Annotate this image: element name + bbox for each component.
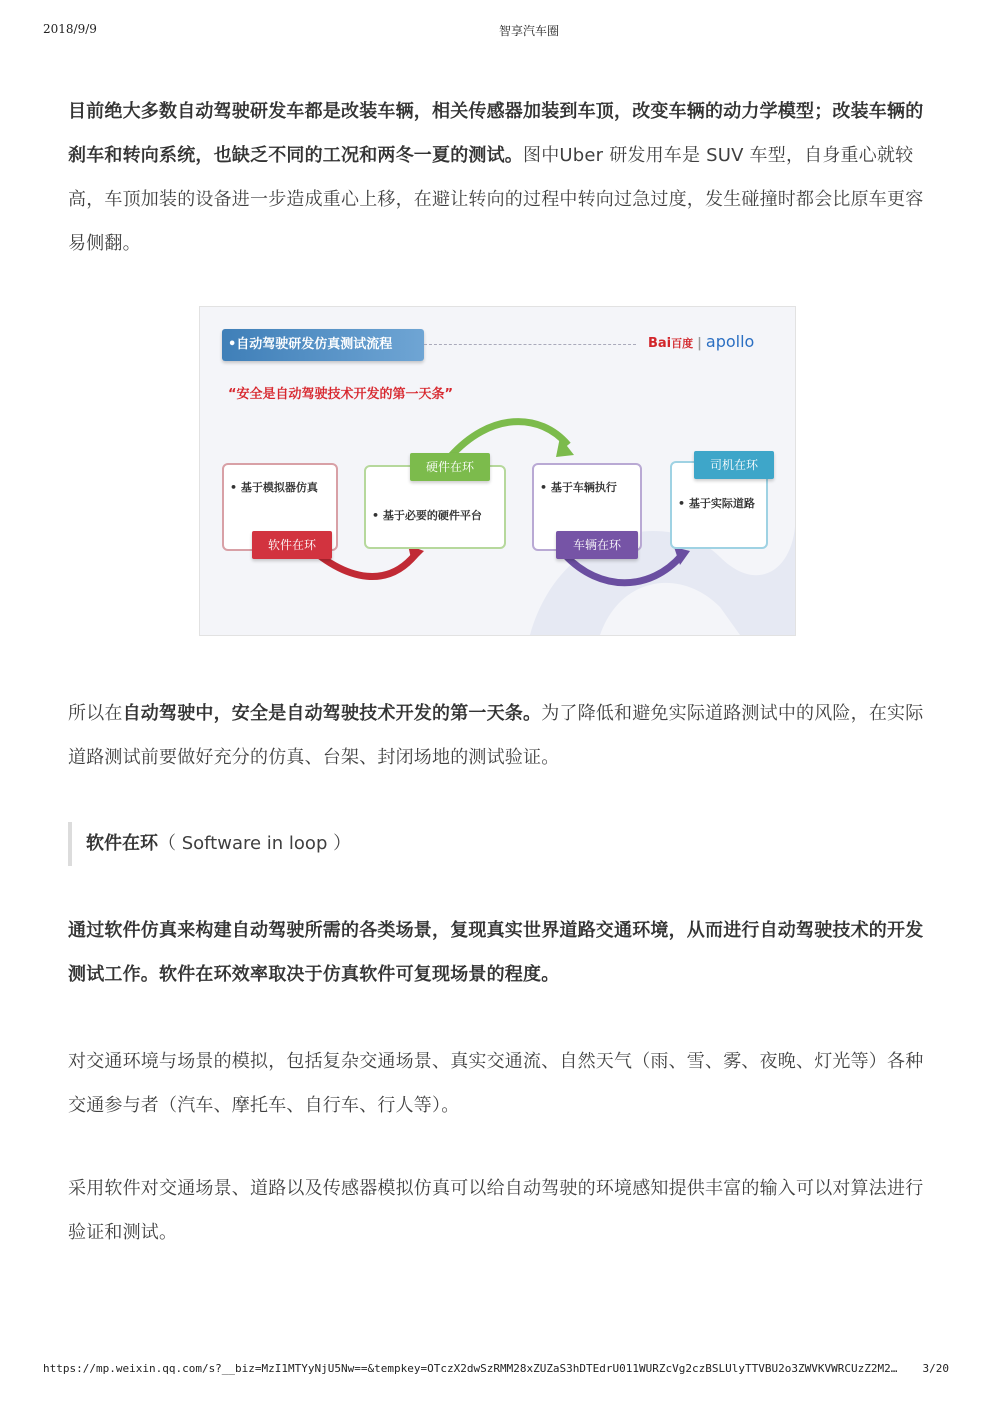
paragraph-1-bold: 目前绝大多数自动驾驶研发车都是改装车辆，相关传感器加装到车顶，改变车辆的动力学模型；改装车辆的刹车和转向系统，也缺乏不同的工况和两冬一夏的测试。 — [68, 101, 924, 166]
figure-subtitle: “安全是自动驾驶技术开发的第一天条” — [228, 387, 454, 402]
page-number: 3/20 — [922, 1362, 949, 1375]
arrow-green — [450, 422, 568, 457]
page-footer — [43, 1362, 953, 1380]
paragraph-2: 所以在自动驾驶中，安全是自动驾驶技术开发的第一天条。为了降低和避免实际道路测试中的风险，在实际道路测试前要做好充分的仿真、台架、封闭场地的测试验证。 — [68, 703, 924, 768]
paragraph-3: 通过软件仿真来构建自动驾驶所需的各类场景，复现真实世界道路交通环境，从而进行自动驾驶技术的开发测试工作。软件在环效率取决于仿真软件可复现场景的程度。 — [68, 920, 924, 985]
section-heading-software-in-loop: 软件在环（ Software in loop ） — [68, 822, 351, 866]
stage-tag-hardware: 硬件在环 — [410, 453, 490, 481]
stage-tag-vehicle: 车辆在环 — [556, 531, 638, 559]
simulation-flow-figure — [199, 306, 796, 636]
stage-tag-driver: 司机在环 — [694, 451, 774, 479]
paragraph-5: 采用软件对交通场景、道路以及传感器模拟仿真可以给自动驾驶的环境感知提供丰富的输入可以对算法进行验证和测试。 — [68, 1178, 924, 1243]
paragraph-4: 对交通环境与场景的模拟，包括复杂交通场景、真实交通流、自然天气（雨、雪、雾、夜晚、灯光等）各种交通参与者（汽车、摩托车、自行车、行人等）。 — [68, 1051, 924, 1116]
paragraph-1 — [68, 90, 926, 266]
stage-item-software: • 基于模拟器仿真 — [230, 481, 318, 494]
stage-item-driver: • 基于实际道路 — [678, 497, 755, 510]
footer-url[interactable]: https://mp.weixin.qq.com/s?__biz=MzI1MTYyNjU5Nw==&tempkey=OTczX2dwSzRMM28xZUZaS3hDTEdrU011WURZcVg2czBSLUlyTTVBU2o3ZWVKVWRCUzZ2M2… — [43, 1362, 898, 1375]
header-title: 智享汽车圈 — [498, 24, 559, 38]
stage-item-hardware: • 基于必要的硬件平台 — [372, 509, 482, 522]
stage-tag-software: 软件在环 — [252, 531, 332, 559]
page-header — [0, 22, 992, 42]
header-date: 2018/9/9 — [43, 22, 97, 36]
paragraph-2-bold: 自动驾驶中，安全是自动驾驶技术开发的第一天条。 — [122, 703, 542, 724]
paragraph-1-text: 图中Uber 研发用车是 SUV 车型，自身重心就较高，车顶加装的设备进一步造成重心上移，在避让转向的过程中转向过急过度，发生碰撞时都会比原车更容易侧翻。 — [68, 145, 924, 254]
baidu-apollo-logo: Bai百度 | apollo — [648, 332, 755, 351]
figure-title: •自动驾驶研发仿真测试流程 — [222, 329, 424, 361]
stage-item-vehicle: • 基于车辆执行 — [540, 481, 617, 494]
title-divider — [424, 344, 636, 345]
